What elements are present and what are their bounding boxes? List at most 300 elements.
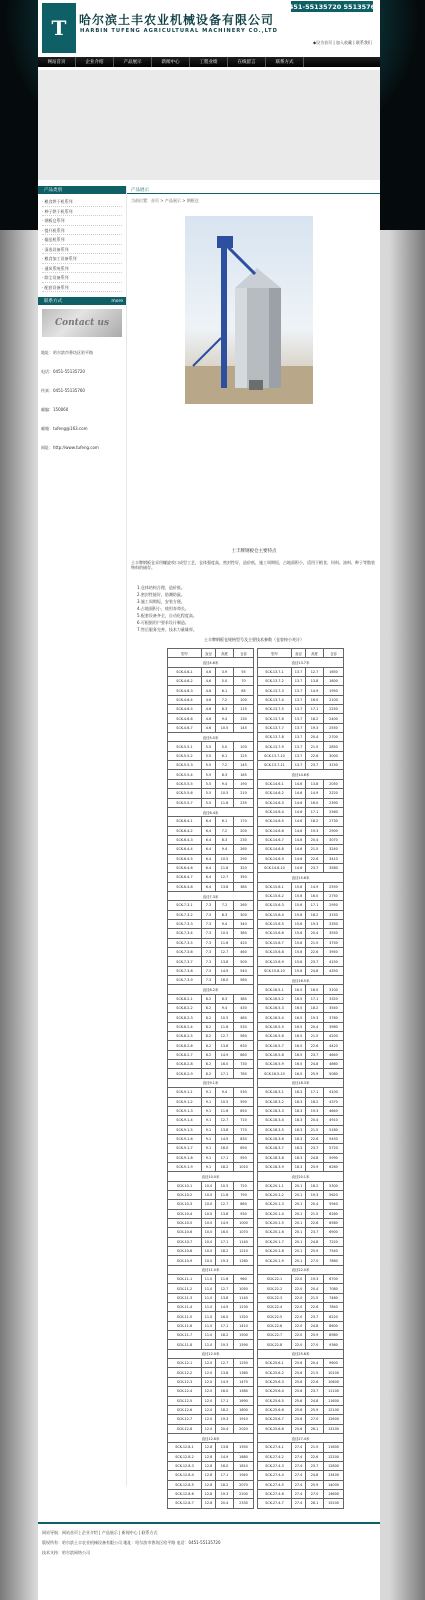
spec-cell: 6260 [324, 1209, 344, 1218]
spec-cell: 2550 [324, 882, 344, 891]
spec-cell: 9.1 [202, 1088, 216, 1097]
spec-cell: 7.3 [202, 966, 216, 975]
spec-group-label: 直径27.4米 [258, 1433, 344, 1442]
table-row [258, 817, 344, 826]
spec-cell: 7.2 [216, 826, 234, 835]
spec-cell: 25.9 [306, 1247, 324, 1256]
table-row [258, 1153, 344, 1162]
sidebar-contact-title: 联系方式 [44, 299, 62, 304]
spec-cell: 8.3 [216, 770, 234, 779]
spec-cell: 4640 [324, 1050, 344, 1059]
spec-cell: SCK-7.3-2 [168, 910, 202, 919]
spec-cell: 24.8 [306, 1153, 324, 1162]
sidebar-category-header [38, 186, 126, 194]
table-row [168, 938, 254, 947]
spec-cell: 770 [234, 1125, 254, 1134]
spec-cell: 8.3 [216, 994, 234, 1003]
spec-cell: 14.6 [292, 863, 306, 872]
spec-cell: 115 [234, 705, 254, 714]
spec-cell: SCK-10-6 [168, 1228, 202, 1237]
spec-cell: 85 [234, 686, 254, 695]
spec-cell: SCK-15.6-10 [258, 966, 292, 975]
spec-cell: SCK-11-4 [168, 1303, 202, 1312]
spec-cell: 17.1 [216, 1237, 234, 1246]
table-row [258, 929, 344, 938]
table-row [168, 1331, 254, 1340]
spec-cell: 14.9 [216, 1218, 234, 1227]
spec-cell: 22.6 [306, 1041, 324, 1050]
spec-cell: 24.8 [306, 1471, 324, 1480]
spec-cell: SCK-12.8-5 [168, 1480, 202, 1489]
spec-cell: 860 [234, 1200, 254, 1209]
spec-cell: 530 [234, 1022, 254, 1031]
table-row [258, 761, 344, 770]
spec-cell: 19.3 [216, 1489, 234, 1498]
sidebar-item[interactable]: · 输送机系列 [42, 235, 122, 245]
table-row [168, 854, 254, 863]
spec-cell: 11.6 [216, 863, 234, 872]
spec-cell: SCK-12-2 [168, 1368, 202, 1377]
spec-cell: 9.4 [216, 779, 234, 788]
spec-cell: 11.6 [216, 1022, 234, 1031]
product-photo [185, 216, 313, 404]
spec-cell: SCK-9.1-2 [168, 1097, 202, 1106]
table-row [168, 714, 254, 723]
spec-cell: SCK-13.7-10 [258, 751, 292, 760]
spec-cell: SCK-4.6-5 [168, 705, 202, 714]
spec-cell: 16.5 [292, 1060, 306, 1069]
table-row [258, 901, 344, 910]
feature-item: 3.施工周期短，安装方便。 [137, 599, 185, 604]
sidebar-item[interactable]: · 通风系统系列 [42, 264, 122, 274]
spec-cell: 13.8 [306, 779, 324, 788]
table-row [258, 1069, 344, 1078]
spec-cell: SCK-6.4-5 [168, 854, 202, 863]
spec-cell: SCK-10-4 [168, 1209, 202, 1218]
spec-cell: 6260 [324, 1162, 344, 1171]
spec-cell: 3.9 [216, 667, 234, 676]
spec-cell: 10600 [324, 1377, 344, 1386]
spec-cell: 21.5 [306, 1443, 324, 1452]
footer-line: 版权所有：哈尔滨土丰农业机械设备有限公司 地址：哈尔滨市香坊区哈平路 电话：0451-55135720 [42, 1540, 221, 1545]
spec-cell: 25.6 [292, 1424, 306, 1433]
spec-cell: 7.2 [216, 901, 234, 910]
table-row [258, 938, 344, 947]
spec-cell: 15.6 [292, 882, 306, 891]
spec-cell: 13.7 [292, 723, 306, 732]
spec-cell: SCK-15.6-8 [258, 948, 292, 957]
table-row [168, 1004, 254, 1013]
table-row [168, 1256, 254, 1265]
table-row [168, 817, 254, 826]
spec-cell: 730 [234, 1060, 254, 1069]
spec-cell: SCK-7.3-5 [168, 938, 202, 947]
spec-cell: 3320 [324, 994, 344, 1003]
spec-cell: 7.3 [202, 919, 216, 928]
spec-cell: SCK-7.3-8 [168, 966, 202, 975]
table-row [258, 919, 344, 928]
spec-cell: SCK-14.6-8 [258, 845, 292, 854]
spec-cell: SCK-4.6-7 [168, 723, 202, 732]
spec-cell: SCK-13.7-4 [258, 695, 292, 704]
spec-cell: 17.1 [306, 994, 324, 1003]
spec-cell: 8.2 [202, 1060, 216, 1069]
spec-cell: 830 [234, 1134, 254, 1143]
spec-cell: 19.3 [306, 919, 324, 928]
spec-cell: 22.0 [292, 1312, 306, 1321]
spec-cell: 1910 [234, 1415, 254, 1424]
spec-group-row [258, 873, 344, 882]
spec-cell: 2200 [234, 1489, 254, 1498]
table-row [168, 1377, 254, 1386]
contact-more-link[interactable]: more [111, 298, 123, 304]
spec-cell: 18.2 [306, 1004, 324, 1013]
spec-cell: SCK-10-8 [168, 1247, 202, 1256]
spec-group-label: 直径13.7米 [258, 658, 344, 667]
spec-cell: 500 [234, 957, 254, 966]
table-row [168, 1275, 254, 1284]
spec-cell: 55 [234, 667, 254, 676]
spec-cell: 320 [234, 863, 254, 872]
spec-cell: SCK-22-7 [258, 1331, 292, 1340]
nav-item-1[interactable]: 企业介绍 [76, 57, 114, 67]
spec-cell: 15.6 [292, 891, 306, 900]
spec-cell: 145 [234, 723, 254, 732]
spec-cell: 18.3 [292, 1125, 306, 1134]
spec-cell: 18.3 [292, 1097, 306, 1106]
spec-cell: 100 [234, 695, 254, 704]
table-row [168, 882, 254, 891]
spec-cell: 15.6 [292, 910, 306, 919]
table-row [168, 789, 254, 798]
sidebar-item[interactable]: · 钢板仓系列 [42, 216, 122, 226]
spec-cell: SCK-18.3-9 [258, 1162, 292, 1171]
table-row [258, 835, 344, 844]
spec-cell: 16.5 [292, 1004, 306, 1013]
spec-cell: SCK-12-4 [168, 1387, 202, 1396]
spec-table-left [167, 648, 254, 1509]
table-row [168, 1237, 254, 1246]
spec-cell: 3760 [324, 1013, 344, 1022]
nav-item-3[interactable]: 新闻中心 [152, 57, 190, 67]
spec-cell: 1360 [234, 1368, 254, 1377]
nav-item-2[interactable]: 产品展示 [114, 57, 152, 67]
spec-cell: 15.6 [292, 948, 306, 957]
spec-cell: SCK-22-6 [258, 1321, 292, 1330]
spec-cell: 19.3 [306, 1275, 324, 1284]
spec-group-row [168, 891, 254, 900]
spec-cell: 13.8 [216, 957, 234, 966]
spec-cell: 2850 [324, 742, 344, 751]
spec-cell: 11.0 [202, 1331, 216, 1340]
spec-cell: 24.8 [306, 1060, 324, 1069]
features-title: 土丰牌钢板仓主要特点 [231, 549, 277, 554]
nav-item-0[interactable]: 网站首页 [38, 57, 76, 67]
spec-cell: 70 [234, 677, 254, 686]
spec-cell: 20.4 [216, 1499, 234, 1508]
sidebar-category-title: 产品类别 [44, 188, 62, 193]
spec-cell: 12800 [324, 1461, 344, 1470]
spec-cell: 5.5 [202, 751, 216, 760]
spec-cell: 27.4 [292, 1443, 306, 1452]
spec-cell: SCK-10-5 [168, 1218, 202, 1227]
spec-cell: 20.4 [306, 733, 324, 742]
company-logo[interactable]: T [42, 3, 76, 53]
spec-cell: 10.0 [202, 1209, 216, 1218]
spec-cell: SCK-16.5-3 [258, 1004, 292, 1013]
sidebar-item[interactable]: · 配套设备系列 [42, 283, 122, 293]
spec-cell: 4.6 [202, 705, 216, 714]
table-row [258, 1293, 344, 1302]
spec-cell: 9.4 [216, 845, 234, 854]
spec-cell: 3550 [324, 929, 344, 938]
table-row [258, 1471, 344, 1480]
sidebar-item[interactable]: · 清选设备系列 [42, 245, 122, 255]
spec-cell: 12.0 [202, 1387, 216, 1396]
spec-cell: 2390 [324, 798, 344, 807]
spec-cell: SCK-15.6-4 [258, 910, 292, 919]
spec-cell: 27.4 [292, 1461, 306, 1470]
spec-cell: 15.6 [292, 957, 306, 966]
spec-cell: 19.3 [216, 1415, 234, 1424]
spec-cell: 13.7 [292, 667, 306, 676]
spec-cell: 14.9 [216, 1134, 234, 1143]
spec-cell: 1690 [234, 1396, 254, 1405]
nav-item-5[interactable]: 在线留言 [228, 57, 266, 67]
spec-cell: 8.3 [216, 835, 234, 844]
spec-cell: 5300 [324, 1181, 344, 1190]
spec-cell: SCK-25.6-5 [258, 1396, 292, 1405]
spec-cell: 10.0 [202, 1247, 216, 1256]
spec-cell: 540 [234, 966, 254, 975]
spec-cell: SCK-27.4-1 [258, 1443, 292, 1452]
spec-cell: 20.1 [292, 1247, 306, 1256]
spec-cell: 13.7 [292, 751, 306, 760]
feature-item: 7.售后服务完善，技术力量雄厚。 [137, 627, 197, 632]
table-row [258, 1489, 344, 1498]
spec-cell: SCK-8.2-4 [168, 1022, 202, 1031]
spec-cell: 20.1 [292, 1200, 306, 1209]
spec-cell: 12.7 [306, 667, 324, 676]
spec-cell: 24.8 [306, 1396, 324, 1405]
spec-cell: 13.8 [216, 882, 234, 891]
content-header [127, 186, 380, 194]
spec-cell: SCK-6.4-1 [168, 817, 202, 826]
spec-cell: 5.0 [216, 742, 234, 751]
spec-cell: 5450 [324, 1134, 344, 1143]
spec-cell: 1580 [234, 1387, 254, 1396]
sidebar-item[interactable]: · 除尘设备系列 [42, 273, 122, 283]
spec-cell: 9.1 [202, 1134, 216, 1143]
spec-cell: 22.6 [306, 1218, 324, 1227]
spec-cell: SCK-27.4-4 [258, 1471, 292, 1480]
spec-group-row [258, 1433, 344, 1442]
table-row [168, 1032, 254, 1041]
table-row [168, 723, 254, 732]
spec-cell: 350 [234, 873, 254, 882]
spec-cell: 2050 [324, 779, 344, 788]
spec-cell: 28.1 [306, 1424, 324, 1433]
spec-cell: SCK-7.3-9 [168, 976, 202, 985]
spec-cell: 18.2 [306, 817, 324, 826]
spec-cell: 22.0 [292, 1321, 306, 1330]
spec-cell: 12.8 [202, 1480, 216, 1489]
spec-cell: 16.5 [292, 1032, 306, 1041]
spec-cell: 17.1 [216, 1069, 234, 1078]
spec-cell: 2330 [234, 1499, 254, 1508]
spec-cell: 11.0 [202, 1275, 216, 1284]
spec-cell: SCK-14.6-4 [258, 807, 292, 816]
spec-cell: 20.1 [292, 1218, 306, 1227]
main-nav [38, 57, 380, 67]
spec-cell: 14.9 [216, 1452, 234, 1461]
breadcrumb: 当前位置：首页 > 产品展示 > 钢板仓 [131, 198, 199, 203]
table-row [258, 845, 344, 854]
spec-cell: 18.3 [292, 1144, 306, 1153]
spec-cell: 1230 [234, 1303, 254, 1312]
nav-item-6[interactable]: 联系方式 [266, 57, 304, 67]
table-row [258, 1181, 344, 1190]
spec-cell: 16.0 [216, 1312, 234, 1321]
sidebar-item[interactable]: · 提升机系列 [42, 226, 122, 236]
spec-cell: 5.5 [202, 789, 216, 798]
spec-cell: 18.2 [216, 1480, 234, 1489]
spec-cell: 7.3 [202, 901, 216, 910]
spec-cell: 6.4 [202, 873, 216, 882]
silo-illustration [185, 216, 313, 404]
spec-cell: 9.1 [202, 1125, 216, 1134]
spec-group-row [168, 1265, 254, 1274]
spec-cell: 8220 [324, 1312, 344, 1321]
spec-cell: 25.9 [306, 1069, 324, 1078]
spec-cell: 9.1 [202, 1097, 216, 1106]
table-row [168, 761, 254, 770]
spec-cell: 22.0 [292, 1303, 306, 1312]
spec-cell: SCK-11-7 [168, 1331, 202, 1340]
spec-cell: 12.8 [202, 1471, 216, 1480]
hotline-badge: 0451-55135720 55135760 [284, 2, 380, 11]
spec-cell: 19.3 [216, 1256, 234, 1265]
table-row [168, 1368, 254, 1377]
spec-cell: 21.5 [306, 1209, 324, 1218]
sidebar-category-list [38, 194, 126, 295]
nav-item-4[interactable]: 工程业绩 [190, 57, 228, 67]
spec-cell: 16.0 [306, 798, 324, 807]
spec-cell: 9.4 [216, 1004, 234, 1013]
spec-cell: SCK-13.7-9 [258, 742, 292, 751]
spec-cell: SCK-18.3-6 [258, 1134, 292, 1143]
table-row [258, 1321, 344, 1330]
spec-cell: 1940 [234, 1471, 254, 1480]
spec-cell: 25.6 [292, 1387, 306, 1396]
table-row [258, 1237, 344, 1246]
spec-cell: 19.3 [306, 1190, 324, 1199]
top-links[interactable]: ◆设为首页 | 加入收藏 | 联系我们 [313, 40, 372, 45]
spec-cell: SCK-13.7-2 [258, 677, 292, 686]
spec-cell: 1800 [234, 1405, 254, 1414]
table-row [168, 1041, 254, 1050]
feature-item: 5.配套设备齐全，自动化程度高。 [137, 613, 197, 618]
table-row [168, 1387, 254, 1396]
spec-cell: 11600 [324, 1396, 344, 1405]
spec-cell: 18.2 [216, 1162, 234, 1171]
spec-cell: 13.7 [292, 695, 306, 704]
spec-cell: 16.0 [306, 695, 324, 704]
spec-cell: 2250 [324, 705, 344, 714]
spec-group-label: 直径14.6米 [258, 770, 344, 779]
spec-cell: 11.0 [202, 1312, 216, 1321]
spec-cell: 18.2 [306, 910, 324, 919]
spec-cell: 1070 [234, 1228, 254, 1237]
spec-group-row [168, 1349, 254, 1358]
spec-cell: 12.8 [202, 1452, 216, 1461]
spec-cell: SCK-16.5-7 [258, 1041, 292, 1050]
spec-cell: SCK-12-5 [168, 1396, 202, 1405]
table-row [258, 1275, 344, 1284]
spec-cell: 11600 [324, 1443, 344, 1452]
spec-cell: SCK-15.6-7 [258, 938, 292, 947]
spec-cell: 4.6 [202, 667, 216, 676]
spec-cell: 5940 [324, 1200, 344, 1209]
table-row [258, 863, 344, 872]
sidebar-item[interactable]: · 种子烘干机系列 [42, 207, 122, 217]
contact-line: 电话：0451-55135720 [41, 369, 85, 374]
spec-cell: SCK-11-3 [168, 1293, 202, 1302]
spec-cell: 5.5 [202, 798, 216, 807]
spec-cell: 5.5 [202, 742, 216, 751]
spec-cell: 5720 [324, 1144, 344, 1153]
spec-cell: 10.5 [216, 723, 234, 732]
sidebar-item[interactable]: · 粮食加工设备系列 [42, 254, 122, 264]
spec-group-row [258, 1172, 344, 1181]
table-row [258, 1368, 344, 1377]
table-row [168, 845, 254, 854]
sidebar-item[interactable]: · 粮食烘干机系列 [42, 197, 122, 207]
spec-cell: SCK-20.1-5 [258, 1218, 292, 1227]
spec-cell: 5620 [324, 1190, 344, 1199]
table-row [258, 1218, 344, 1227]
spec-cell: 1410 [234, 1321, 254, 1330]
table-row [168, 1209, 254, 1218]
table-row [168, 1116, 254, 1125]
spec-cell: 1140 [234, 1293, 254, 1302]
spec-cell: 380 [234, 882, 254, 891]
spec-cell: 1950 [324, 686, 344, 695]
main-content [126, 186, 380, 1506]
spec-cell: SCK-27.4-6 [258, 1489, 292, 1498]
table-row [258, 779, 344, 788]
spec-cell: 3580 [324, 863, 344, 872]
spec-cell: SCK-12.8-4 [168, 1471, 202, 1480]
spec-cell: 16.0 [216, 1060, 234, 1069]
banner-area [38, 70, 380, 180]
spec-cell: SCK-18.3-7 [258, 1144, 292, 1153]
spec-cell: SCK-5.5-4 [168, 770, 202, 779]
spec-cell: 20.1 [292, 1237, 306, 1246]
spec-cell: 720 [234, 1181, 254, 1190]
spec-cell: SCK-16.5-8 [258, 1050, 292, 1059]
table-row [168, 1480, 254, 1489]
spec-cell: 890 [234, 1144, 254, 1153]
spec-cell: 1590 [234, 1340, 254, 1349]
table-row [168, 1359, 254, 1368]
table-row [168, 1340, 254, 1349]
feature-item: 2.密封性能好，防潮防鼠。 [137, 592, 185, 597]
spec-cell: 7.3 [202, 957, 216, 966]
spec-cell: 14.6 [292, 835, 306, 844]
spec-cell: 18.3 [292, 1162, 306, 1171]
spec-cell: SCK-9.1-8 [168, 1153, 202, 1162]
